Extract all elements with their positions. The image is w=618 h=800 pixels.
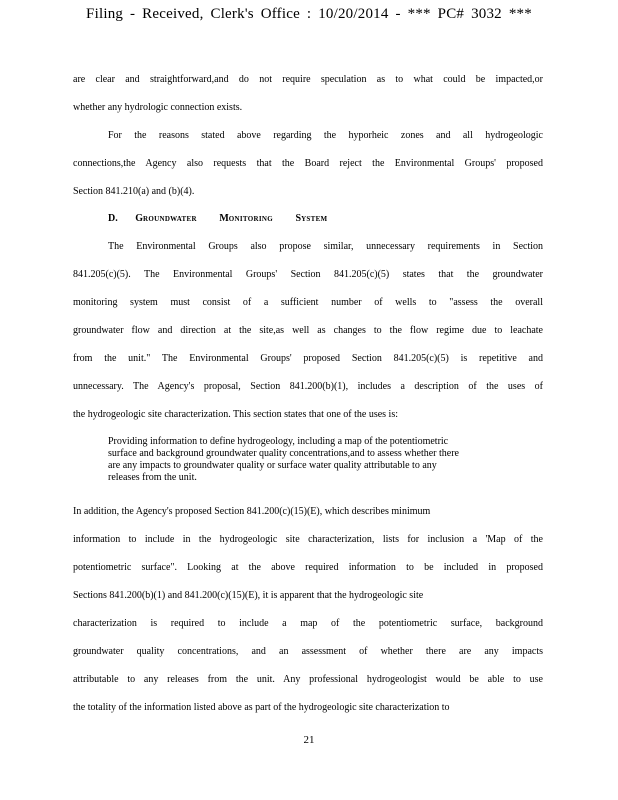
- body-line: connections,the Agency also requests that the Board reject the Environmental Groups' proposed: [73, 158, 543, 169]
- block-quote-line: Providing information to define hydrogeology, including a map of the potentiometric: [108, 436, 449, 447]
- body-line: information to include in the hydrogeologic site characterization, lists for inclusion a 'Map of the: [73, 534, 543, 545]
- body-line: attributable to any releases from the unit. Any professional hydrogeologist would be able to use: [73, 674, 543, 685]
- filing-header: Filing - Received, Clerk's Office : 10/20/2014 - *** PC# 3032 ***: [86, 6, 532, 22]
- block-quote-line: surface and background groundwater quality concentrations,and to assess whether there: [108, 448, 459, 459]
- body-line: whether any hydrologic connection exists.: [73, 102, 243, 113]
- heading-word-cap: S: [295, 213, 302, 224]
- body-line: 841.205(c)(5). The Environmental Groups' Section 841.205(c)(5) states that the groundwater: [73, 269, 543, 280]
- body-line: potentiometric surface". Looking at the above required information to be included in proposed: [73, 562, 543, 573]
- heading-word-rest: YSTEM: [301, 215, 328, 223]
- block-quote-line: releases from the unit.: [108, 472, 197, 483]
- heading-word-cap: G: [135, 213, 144, 224]
- heading-letter: D.: [108, 213, 118, 224]
- heading-word-rest: ONITORING: [228, 215, 273, 223]
- body-line: the hydrogeologic site characterization. This section states that one of the uses is:: [73, 409, 398, 420]
- body-line: The Environmental Groups also propose similar, unnecessary requirements in Section: [108, 241, 543, 252]
- body-line: the totality of the information listed above as part of the hydrogeologic site characterization to: [73, 702, 450, 713]
- body-line: unnecessary. The Agency's proposal, Section 841.200(b)(1), includes a description of the uses of: [73, 381, 543, 392]
- body-line: In addition, the Agency's proposed Section 841.200(c)(15)(E), which describes minimum: [73, 506, 431, 517]
- body-line: are clear and straightforward,and do not require speculation as to what could be impacted,or: [73, 74, 543, 85]
- body-line: groundwater quality concentrations, and an assessment of whether there are any impacts: [73, 646, 543, 657]
- body-line: groundwater flow and direction at the site,as well as changes to the flow regime due to leachate: [73, 325, 543, 336]
- body-line: monitoring system must consist of a sufficient number of wells to "assess the overall: [73, 297, 543, 308]
- block-quote-line: are any impacts to groundwater quality or surface water quality attributable to any: [108, 460, 437, 471]
- body-line: For the reasons stated above regarding the hyporheic zones and all hydrogeologic: [108, 130, 543, 141]
- heading-word-rest: ROUNDWATER: [143, 215, 197, 223]
- body-line: Sections 841.200(b)(1) and 841.200(c)(15)(E), it is apparent that the hydrogeologic site: [73, 590, 424, 601]
- body-line: from the unit." The Environmental Groups' proposed Section 841.205(c)(5) is repetitive and: [73, 353, 543, 364]
- page-number: 21: [303, 734, 315, 746]
- heading-word-cap: M: [219, 213, 229, 224]
- section-heading: [108, 213, 327, 224]
- body-line: Section 841.210(a) and (b)(4).: [73, 186, 195, 197]
- body-line: characterization is required to include a map of the potentiometric surface, background: [73, 618, 543, 629]
